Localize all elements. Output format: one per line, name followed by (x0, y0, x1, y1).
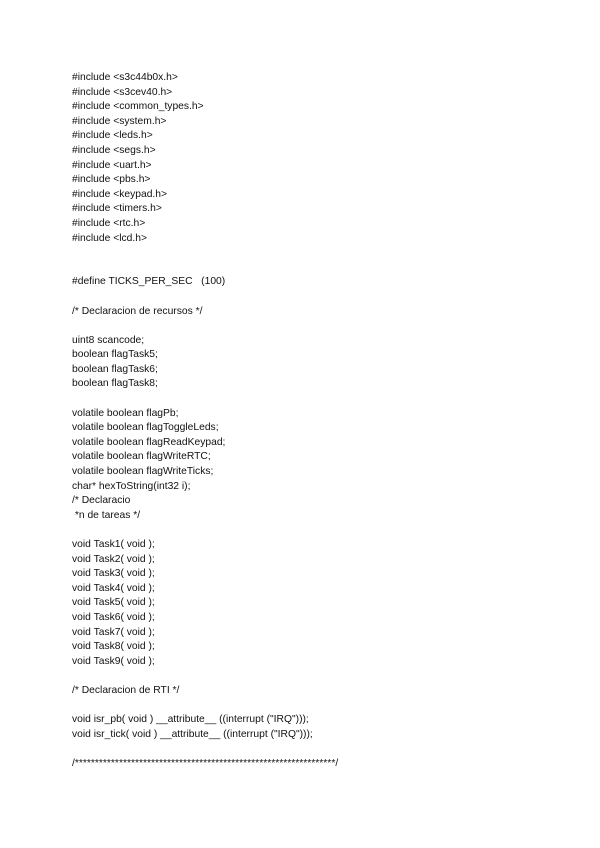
include-line: #include <keypad.h> (72, 188, 168, 200)
variable-declaration: boolean flagTask8; (72, 378, 158, 390)
blank-gap (72, 699, 572, 714)
comment-line: /* Declaracio (72, 495, 131, 507)
task-prototype: void Task4( void ); (72, 582, 155, 594)
include-line: #include <lcd.h> (72, 232, 147, 244)
blank-gap (72, 319, 572, 334)
separator-comment: /*****************************************************************/ (72, 757, 339, 769)
include-line: #include <uart.h> (72, 159, 152, 171)
task-prototype: void Task7( void ); (72, 626, 155, 638)
volatile-declaration: volatile boolean flagToggleLeds; (72, 422, 219, 434)
task-prototype: void Task9( void ); (72, 655, 155, 667)
task-prototype: void Task3( void ); (72, 568, 155, 580)
task-prototype: void Task2( void ); (72, 553, 155, 565)
task-prototype: void Task5( void ); (72, 597, 155, 609)
include-line: #include <leds.h> (72, 130, 153, 142)
task-prototype: void Task6( void ); (72, 611, 155, 623)
task-prototype: void Task1( void ); (72, 539, 155, 550)
volatile-declaration: volatile boolean flagWriteTicks; (72, 466, 214, 478)
volatile-declaration: volatile boolean flagReadKeypad; (72, 436, 226, 448)
function-prototype: char* hexToString(int32 i); (72, 480, 191, 492)
blank-gap (72, 669, 572, 684)
comment-rti: /* Declaracion de RTI */ (72, 684, 180, 696)
blank-gap (72, 392, 572, 407)
variable-declaration: boolean flagTask6; (72, 363, 158, 375)
isr-prototype: void isr_pb( void ) __attribute__ ((interrupt ("IRQ"))); (72, 714, 309, 726)
blank-gap (72, 246, 572, 275)
include-line: #include <segs.h> (72, 144, 156, 156)
source-code-listing (72, 71, 572, 772)
include-line: #include <timers.h> (72, 203, 162, 215)
include-line: #include <pbs.h> (72, 174, 151, 186)
isr-prototype: void isr_tick( void ) __attribute__ ((interrupt ("IRQ"))); (72, 728, 313, 740)
blank-gap (72, 523, 572, 538)
variable-declaration: uint8 scancode; (72, 334, 145, 346)
include-line: #include <s3c44b0x.h> (72, 72, 178, 83)
include-line: #include <s3cev40.h> (72, 86, 173, 98)
volatile-declaration: volatile boolean flagWriteRTC; (72, 451, 211, 463)
variable-declaration: boolean flagTask5; (72, 349, 158, 361)
blank-gap (72, 742, 572, 757)
include-line: #include <rtc.h> (72, 217, 146, 229)
comment-line: *n de tareas */ (72, 509, 141, 521)
blank-gap (72, 290, 572, 305)
include-line: #include <system.h> (72, 115, 167, 127)
define-line: #define TICKS_PER_SEC (100) (72, 276, 226, 288)
volatile-declaration: volatile boolean flagPb; (72, 407, 179, 419)
task-prototype: void Task8( void ); (72, 641, 155, 653)
include-line: #include <common_types.h> (72, 101, 204, 113)
comment-resources: /* Declaracion de recursos */ (72, 305, 203, 317)
